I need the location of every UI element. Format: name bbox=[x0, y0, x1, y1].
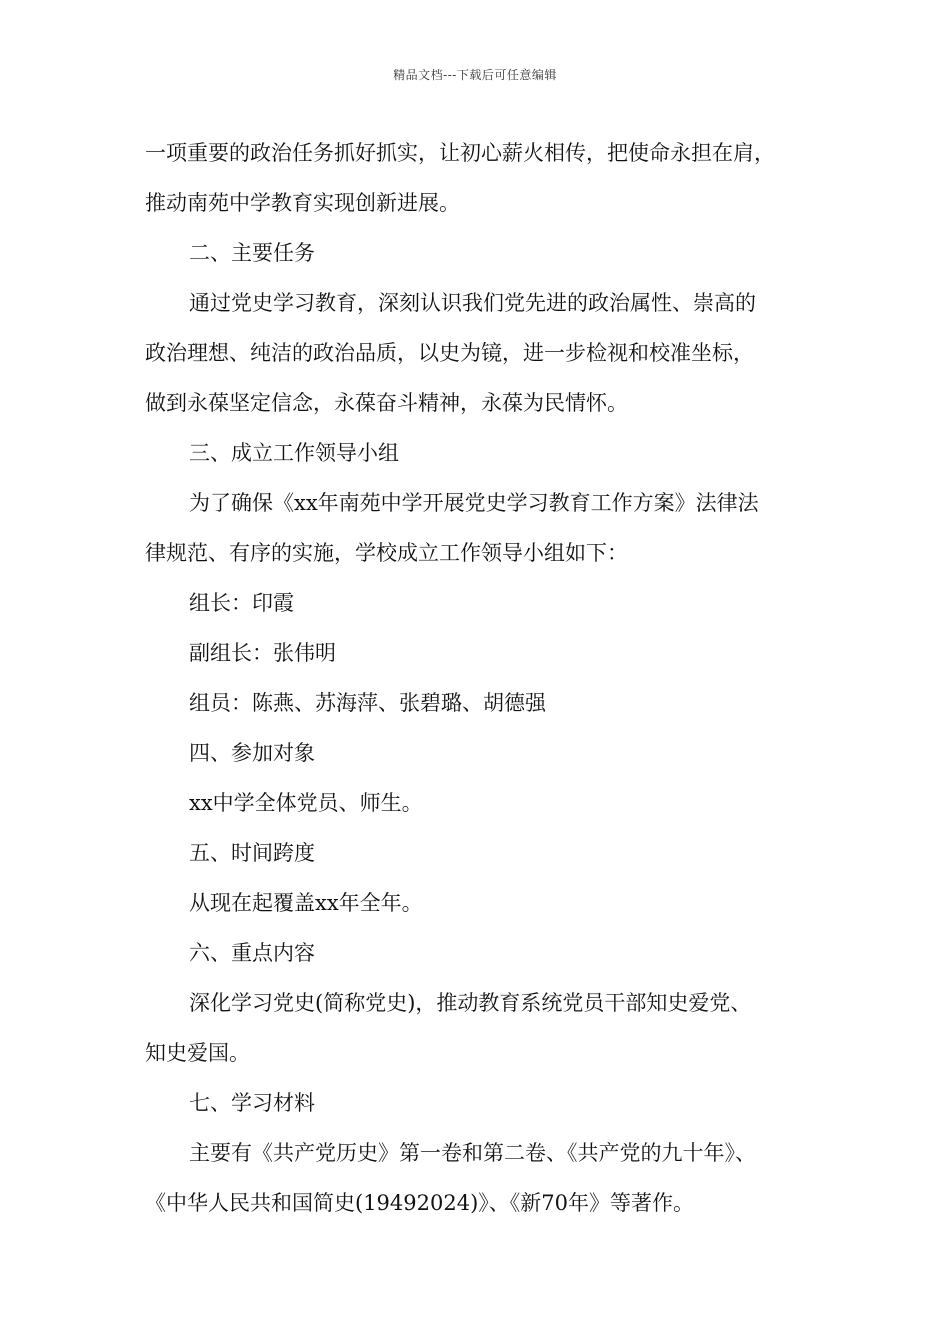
paragraph-line: 深化学习党史(简称党史)，推动教育系统党员干部知史爱党、 bbox=[189, 991, 752, 1015]
paragraph-line: 《中华人民共和国简史(19492024)》、《新70年》等著作。 bbox=[145, 1191, 694, 1215]
group-leader: 组长：印霞 bbox=[189, 591, 294, 615]
section-heading: 二、主要任务 bbox=[189, 241, 315, 265]
group-members: 组员：陈燕、苏海萍、张碧璐、胡德强 bbox=[189, 691, 546, 715]
section-heading: 四、参加对象 bbox=[189, 741, 315, 765]
paragraph-line: 知史爱国。 bbox=[145, 1041, 250, 1065]
paragraph-line: 通过党史学习教育，深刻认识我们党先进的政治属性、崇高的 bbox=[189, 291, 756, 315]
paragraph-line: 推动南苑中学教育实现创新进展。 bbox=[145, 191, 460, 215]
paragraph-line: 为了确保《xx年南苑中学开展党史学习教育工作方案》法律法 bbox=[189, 491, 759, 515]
paragraph-line: 主要有《共产党历史》第一卷和第二卷、《共产党的九十年》、 bbox=[189, 1141, 756, 1165]
section-heading: 五、时间跨度 bbox=[189, 841, 315, 865]
section-heading: 七、学习材料 bbox=[189, 1091, 315, 1115]
group-deputy-leader: 副组长：张伟明 bbox=[189, 641, 336, 665]
section-heading: 六、重点内容 bbox=[189, 941, 315, 965]
section-heading: 三、成立工作领导小组 bbox=[189, 441, 399, 465]
paragraph-line: 一项重要的政治任务抓好抓实，让初心薪火相传，把使命永担在肩， bbox=[145, 141, 775, 165]
document-body bbox=[145, 128, 835, 1228]
paragraph-line: 从现在起覆盖xx年全年。 bbox=[189, 891, 423, 915]
paragraph-line: 律规范、有序的实施，学校成立工作领导小组如下： bbox=[145, 541, 628, 565]
paragraph-line: xx中学全体党员、师生。 bbox=[189, 791, 423, 815]
page-header: 精品文档---下载后可任意编辑 bbox=[393, 68, 557, 82]
paragraph-line: 做到永葆坚定信念，永葆奋斗精神，永葆为民情怀。 bbox=[145, 391, 628, 415]
paragraph-line: 政治理想、纯洁的政治品质，以史为镜，进一步检视和校准坐标， bbox=[145, 341, 754, 365]
